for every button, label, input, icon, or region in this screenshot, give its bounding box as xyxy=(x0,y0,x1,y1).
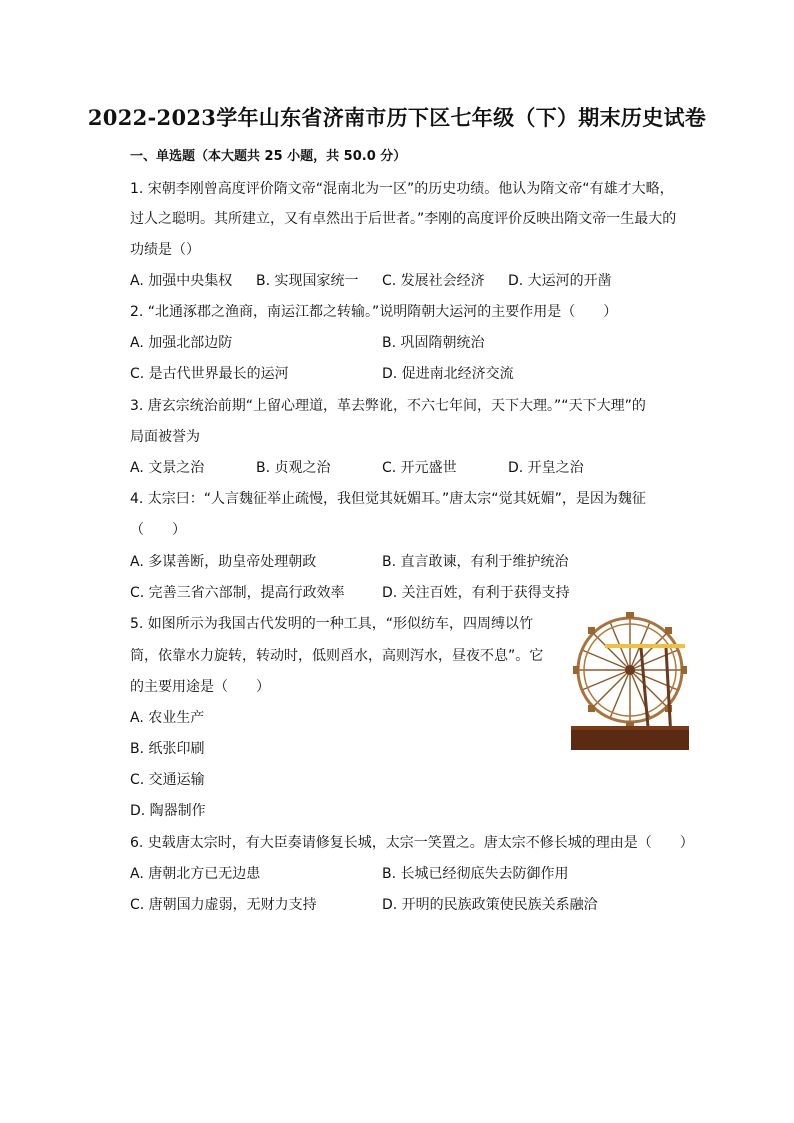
q6-option-a[interactable]: A. 唐朝北方已无边患 xyxy=(130,866,261,882)
q5-option-c[interactable]: C. 交通运输 xyxy=(130,772,205,788)
q4-option-b[interactable]: B. 直言敢谏，有利于维护统治 xyxy=(382,554,569,570)
q5-line-3: 的主要用途是（ ） xyxy=(130,679,270,695)
q1-option-a[interactable]: A. 加强中央集权 xyxy=(130,273,233,289)
q4-option-d[interactable]: D. 关注百姓，有利于获得支持 xyxy=(382,585,570,601)
q1-option-d[interactable]: D. 大运河的开凿 xyxy=(508,273,612,289)
q3-line-1: 3. 唐玄宗统治前期“上留心理道，革去弊讹，不六七年间，天下大理。”“天下大理”的 xyxy=(130,398,646,414)
q1-line-2: 过人之聪明。其所建立，又有卓然出于后世者。”李刚的高度评价反映出隋文帝一生最大的 xyxy=(130,211,677,227)
exam-title: 2022-2023学年山东省济南市历下区七年级（下）期末历史试卷 xyxy=(87,105,707,130)
q3-option-d[interactable]: D. 开皇之治 xyxy=(508,460,584,476)
q2-option-a[interactable]: A. 加强北部边防 xyxy=(130,335,233,351)
q1-option-b[interactable]: B. 实现国家统一 xyxy=(256,273,359,289)
q3-option-b[interactable]: B. 贞观之治 xyxy=(256,460,331,476)
q5-option-b[interactable]: B. 纸张印刷 xyxy=(130,741,205,757)
q2-option-c[interactable]: C. 是古代世界最长的运河 xyxy=(130,366,289,382)
q3-option-c[interactable]: C. 开元盛世 xyxy=(382,460,457,476)
q2-option-b[interactable]: B. 巩固隋朝统治 xyxy=(382,335,485,351)
q4-option-c[interactable]: C. 完善三省六部制，提高行政效率 xyxy=(130,585,345,601)
q3-option-a[interactable]: A. 文景之治 xyxy=(130,460,205,476)
q4-line-1: 4. 太宗曰：“人言魏征举止疏慢，我但觉其妩媚耳。”唐太宗“觉其妩媚”，是因为魏征 xyxy=(130,491,646,507)
q5-line-1: 5. 如图所示为我国古代发明的一种工具，“形似纺车，四周缚以竹 xyxy=(130,616,534,632)
q2-option-d[interactable]: D. 促进南北经济交流 xyxy=(382,366,514,382)
q1-line-3: 功绩是（） xyxy=(130,242,200,258)
q4-option-a[interactable]: A. 多谋善断，助皇帝处理朝政 xyxy=(130,554,317,570)
q1-line-1: 1. 宋朝李刚曾高度评价隋文帝“混南北为一区”的历史功绩。他认为隋文帝“有雄才大略， xyxy=(130,181,674,197)
q5-option-a[interactable]: A. 农业生产 xyxy=(130,710,205,726)
q1-option-c[interactable]: C. 发展社会经济 xyxy=(382,273,485,289)
q2-line-1: 2. “北通涿郡之渔商，南运江都之转输。”说明隋朝大运河的主要作用是（ ） xyxy=(130,304,618,320)
section-heading: 一、单选题（本大题共 25 小题，共 50.0 分） xyxy=(130,149,407,164)
q5-line-2: 筒，依靠水力旋转，转动时，低则舀水，高则泻水，昼夜不息”。它 xyxy=(130,648,544,664)
q5-option-d[interactable]: D. 陶器制作 xyxy=(130,803,206,819)
q6-option-c[interactable]: C. 唐朝国力虚弱，无财力支持 xyxy=(130,897,317,913)
q4-line-2: （ ） xyxy=(130,522,186,538)
q6-option-d[interactable]: D. 开明的民族政策使民族关系融洽 xyxy=(382,897,598,913)
q6-line-1: 6. 史载唐太宗时，有大臣奏请修复长城，太宗一笑置之。唐太宗不修长城的理由是（ ） xyxy=(130,835,694,851)
waterwheel-photo xyxy=(571,608,689,750)
q3-line-2: 局面被誉为 xyxy=(130,429,200,445)
q6-option-b[interactable]: B. 长城已经彻底失去防御作用 xyxy=(382,866,569,882)
